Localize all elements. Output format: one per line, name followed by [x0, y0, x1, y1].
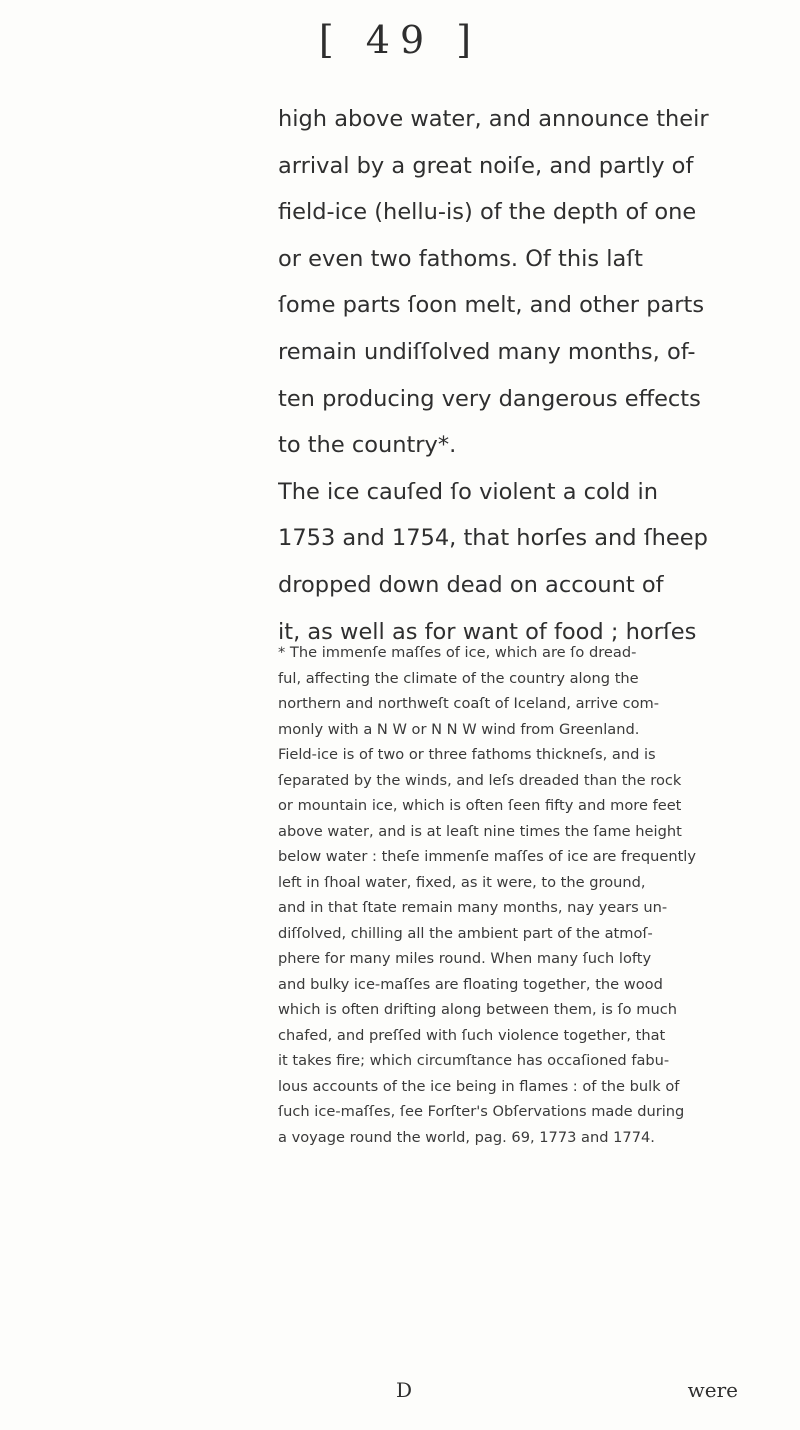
- body-line: 1753 and 1754, that horſes and ſheep: [278, 525, 708, 552]
- body-text: [278, 96, 748, 655]
- body-line: high above water, and announce their: [278, 106, 709, 132]
- body-line: remain undiſſolved many months, of-: [278, 338, 696, 365]
- footnote-line: northern and northweſt coaſt of Iceland, arrive com-: [278, 695, 660, 712]
- body-line: The ice cauſed ſo violent a cold in: [278, 478, 659, 505]
- page-footer: [278, 1378, 748, 1408]
- body-line: arrival by a great noiſe, and partly of: [278, 152, 694, 179]
- body-line: to the country*.: [278, 432, 457, 459]
- body-line: or even two fathoms. Of this laſt: [278, 245, 643, 272]
- footnote-line: lous accounts of the ice being in flames : of the bulk of: [278, 1077, 680, 1095]
- footnote-line: ſeparated by the winds, and leſs dreaded than the rock: [278, 771, 682, 789]
- body-line: ten producing very dangerous effects: [278, 385, 701, 412]
- catchword: were: [687, 1378, 738, 1402]
- footnote-line: Field-ice is of two or three fathoms thickneſs, and is: [278, 746, 656, 763]
- footnote-line: below water : theſe immenſe maſſes of ice are frequently: [278, 848, 696, 865]
- footnote-line: ſuch ice-maſſes, ſee Forſter's Obſervations made during: [278, 1103, 685, 1120]
- footnote-line: it takes fire; which circumſtance has occaſioned fabu-: [278, 1052, 670, 1069]
- body-line: it, as well as for want of food ; horſes: [278, 618, 697, 645]
- footnote-line: and in that ſtate remain many months, nay years un-: [278, 899, 668, 916]
- body-line: field-ice (hellu-is) of the depth of one: [278, 199, 697, 226]
- footnote-line: chafed, and preſſed with ſuch violence together, that: [278, 1026, 666, 1044]
- footnote-line: phere for many miles round. When many ſuch lofty: [278, 950, 652, 967]
- body-line: dropped down dead on account of: [278, 571, 664, 598]
- footnote-line: ful, affecting the climate of the country along the: [278, 669, 639, 687]
- footnote-line: * The immenſe maſſes of ice, which are ſo dread-: [278, 644, 637, 661]
- footnote: [278, 640, 756, 1150]
- footnote-line: monly with a N W or N N W wind from Greenland.: [278, 720, 640, 738]
- footnote-line: and bulky ice-maſſes are floating together, the wood: [278, 975, 663, 993]
- page-number: [ 49 ]: [318, 18, 482, 62]
- footnote-line: above water, and is at leaſt nine times the ſame height: [278, 822, 682, 840]
- signature-mark: D: [396, 1378, 413, 1402]
- footnote-line: or mountain ice, which is often ſeen fifty and more feet: [278, 797, 682, 814]
- footnote-line: diſſolved, chilling all the ambient part of the atmoſ-: [278, 924, 653, 942]
- footnote-line: a voyage round the world, pag. 69, 1773 and 1774.: [278, 1128, 655, 1146]
- body-line: ſome parts ſoon melt, and other parts: [278, 292, 705, 319]
- footnote-line: which is often drifting along between them, is ſo much: [278, 1001, 677, 1018]
- footnote-line: left in ſhoal water, fixed, as it were, to the ground,: [278, 873, 646, 891]
